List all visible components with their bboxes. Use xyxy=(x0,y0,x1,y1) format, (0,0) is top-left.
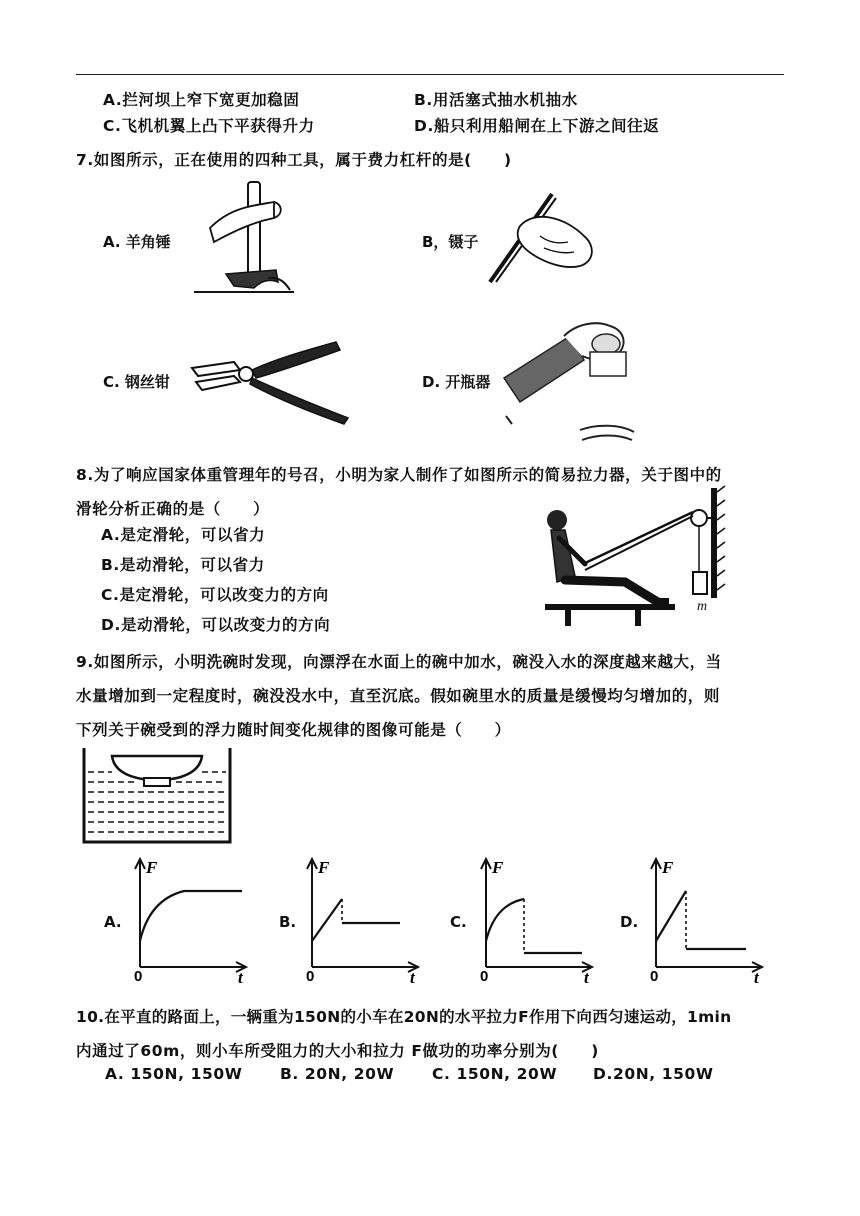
q10-option-d: D.20N, 150W xyxy=(593,1065,714,1083)
graph-b-label: B. xyxy=(279,913,297,931)
q10-option-b: B. 20N, 20W xyxy=(280,1065,395,1083)
graph-c-y-axis-label: F xyxy=(492,858,504,877)
q9-stem-line3: 下列关于碗受到的浮力随时间变化规律的图像可能是（ ） xyxy=(76,721,511,739)
graph-b xyxy=(304,855,432,985)
graph-b-x-axis-label: t xyxy=(410,968,415,987)
q7-tool-label-d: D. 开瓶器 xyxy=(422,373,491,391)
q7-tool-label-a: A. 羊角锤 xyxy=(103,233,171,251)
graph-d-label: D. xyxy=(620,913,639,931)
q10-stem-line1: 10.在平直的路面上，一辆重为150N的小车在20N的水平拉力F作用下向西匀速运动，1min xyxy=(76,1008,732,1026)
graph-c-label: C. xyxy=(450,913,467,931)
q10-stem-line2: 内通过了60m，则小车所受阻力的大小和拉力 F做功的功率分别为( ) xyxy=(76,1042,599,1060)
mass-label: m xyxy=(697,599,708,614)
top-divider xyxy=(76,74,784,75)
q9-stem-line1: 9.如图所示，小明洗碗时发现，向漂浮在水面上的碗中加水，碗没入水的深度越来越大，当 xyxy=(76,653,722,671)
graph-a-x-axis-label: t xyxy=(238,968,243,987)
q8-stem-line1: 8.为了响应国家体重管理年的号召，小明为家人制作了如图所示的简易拉力器，关于图中的 xyxy=(76,466,722,484)
graph-c-x-axis-label: t xyxy=(584,968,589,987)
q8-option-a: A.是定滑轮，可以省力 xyxy=(101,526,266,544)
graph-a-y-axis-label: F xyxy=(146,858,158,877)
q10-option-a: A. 150N, 150W xyxy=(105,1065,243,1083)
q7-tool-label-c: C. 钢丝钳 xyxy=(103,373,170,391)
graph-a xyxy=(132,855,260,985)
graph-d-origin: 0 xyxy=(650,968,659,985)
bottle-opener-image xyxy=(500,316,640,442)
graph-a-label: A. xyxy=(104,913,122,931)
claw-hammer-image xyxy=(190,178,300,298)
pulley-exerciser-image xyxy=(535,486,735,630)
q9-stem-line2: 水量增加到一定程度时，碗没没水中，直至沉底。假如碗里水的质量是缓慢均匀增加的，则 xyxy=(76,687,721,705)
q6-option-a: A.拦河坝上窄下宽更加稳固 xyxy=(103,91,300,109)
tweezers-image xyxy=(484,186,604,286)
q8-option-d: D.是动滑轮，可以改变力的方向 xyxy=(101,616,331,634)
q6-option-b: B.用活塞式抽水机抽水 xyxy=(414,91,578,109)
q8-option-c: C.是定滑轮，可以改变力的方向 xyxy=(101,586,329,604)
q10-option-c: C. 150N, 20W xyxy=(432,1065,558,1083)
q8-option-b: B.是动滑轮，可以省力 xyxy=(101,556,265,574)
graph-a-origin: 0 xyxy=(134,968,143,985)
graph-c xyxy=(478,855,606,985)
graph-d-y-axis-label: F xyxy=(662,858,674,877)
pliers-image xyxy=(188,332,354,424)
q7-tool-label-b: B，镊子 xyxy=(422,233,479,251)
bowl-in-water-image xyxy=(82,744,232,844)
q7-stem: 7.如图所示，正在使用的四种工具，属于费力杠杆的是( ) xyxy=(76,151,512,169)
graph-c-origin: 0 xyxy=(480,968,489,985)
graph-b-y-axis-label: F xyxy=(318,858,330,877)
q8-stem-line2: 滑轮分析正确的是（ ） xyxy=(76,500,270,518)
graph-b-origin: 0 xyxy=(306,968,315,985)
q6-option-d: D.船只利用船闸在上下游之间往返 xyxy=(414,117,660,135)
graph-d xyxy=(648,855,776,985)
graph-d-x-axis-label: t xyxy=(754,968,759,987)
q6-option-c: C.飞机机翼上凸下平获得升力 xyxy=(103,117,315,135)
